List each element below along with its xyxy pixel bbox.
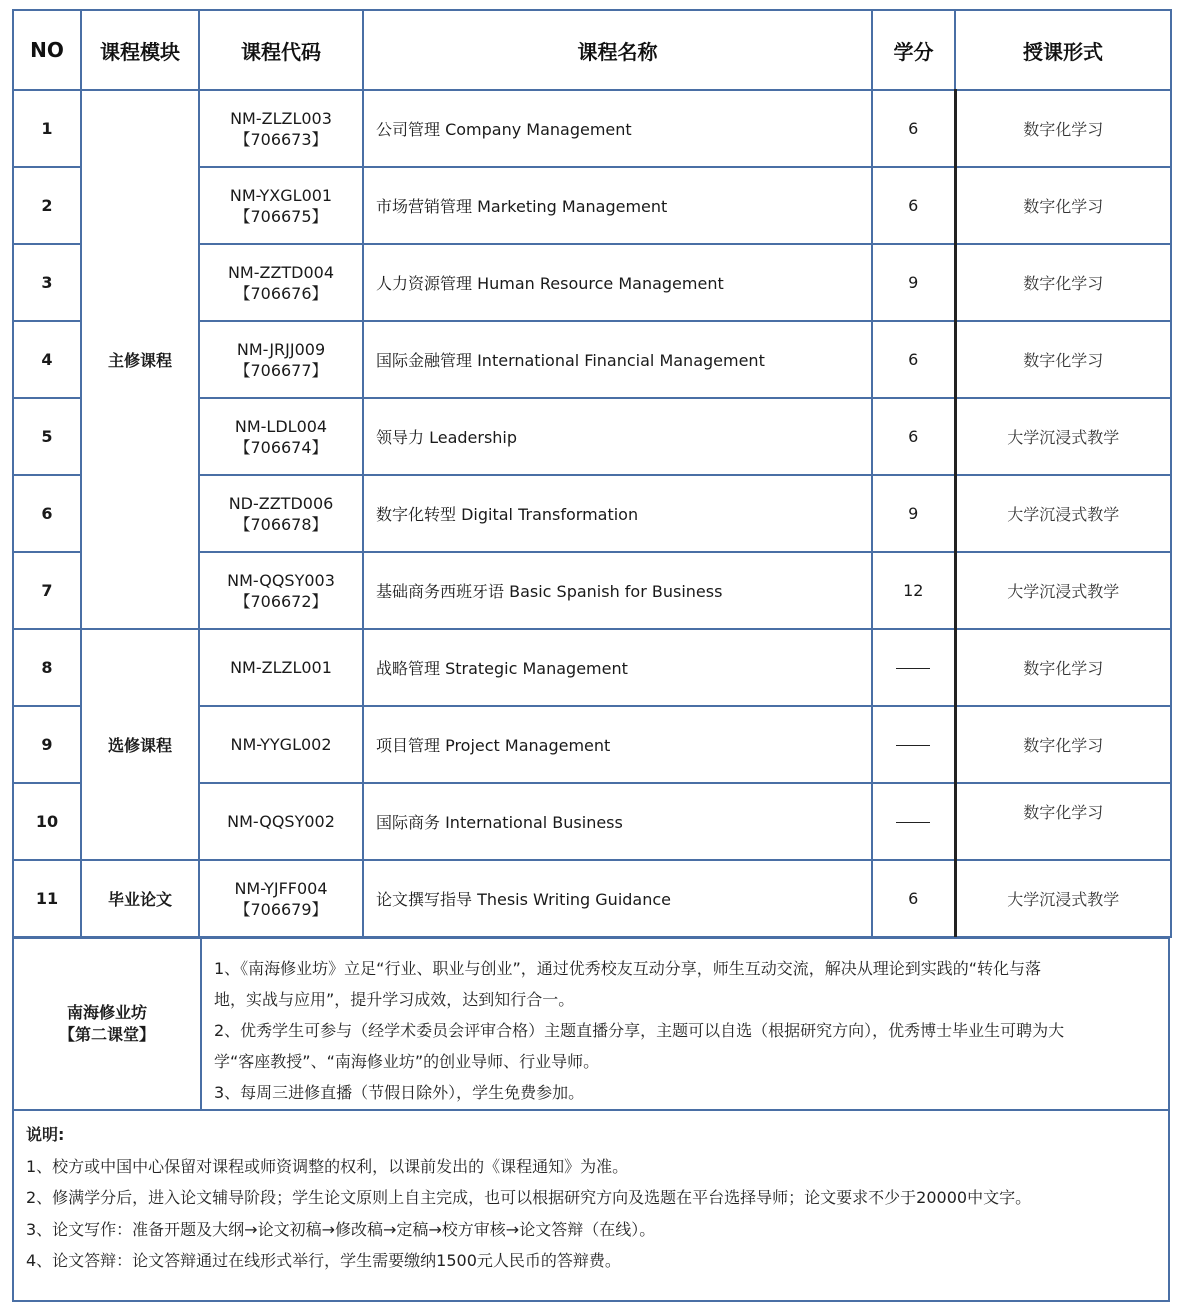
course-credit: 9	[872, 475, 955, 552]
module-thesis: 毕业论文	[81, 860, 199, 937]
course-code-main: ND-ZZTD006	[228, 493, 334, 513]
course-name: 论文撰写指导 Thesis Writing Guidance	[363, 860, 872, 937]
course-mode: 数字化学习	[955, 167, 1171, 244]
course-name: 市场营销管理 Marketing Management	[363, 167, 872, 244]
workshop-line: 2、优秀学生可参与（经学术委员会评审合格）主题直播分享，主题可以自选（根据研究方向），优秀博士毕业生可聘为大	[214, 1021, 1065, 1040]
course-name: 领导力 Leadership	[363, 398, 872, 475]
header-no: NO	[13, 10, 81, 90]
course-code	[199, 860, 363, 937]
course-code-id: 【706676】	[234, 283, 328, 303]
workshop-line: 1、《南海修业坊》立足“行业、职业与创业”，通过优秀校友互动分享，师生互动交流，解决从理论到实践的“转化与落	[214, 959, 1042, 978]
course-credit-empty	[872, 783, 955, 860]
course-name: 国际金融管理 International Financial Management	[363, 321, 872, 398]
module-major: 主修课程	[81, 90, 199, 629]
course-credit: 9	[872, 244, 955, 321]
course-name: 基础商务西班牙语 Basic Spanish for Business	[363, 552, 872, 629]
course-mode: 数字化学习	[955, 321, 1171, 398]
course-name: 项目管理 Project Management	[363, 706, 872, 783]
row-no: 9	[13, 706, 81, 783]
course-table	[12, 9, 1172, 938]
workshop-title: 南海修业坊	[66, 1003, 147, 1022]
course-code: NM-YYGL002	[199, 706, 363, 783]
course-code-main: NM-QQSY003	[227, 570, 335, 590]
course-name: 公司管理 Company Management	[363, 90, 872, 167]
note-item: 4、论文答辩：论文答辩通过在线形式举行，学生需要缴纳1500元人民币的答辩费。	[26, 1251, 621, 1270]
note-item: 2、修满学分后，进入论文辅导阶段；学生论文原则上自主完成，也可以根据研究方向及选题在平台选择导师；论文要求不少于20000中文字。	[26, 1188, 1032, 1207]
course-mode: 大学沉浸式教学	[955, 552, 1171, 629]
course-mode: 大学沉浸式教学	[955, 398, 1171, 475]
course-code-id: 【706674】	[234, 437, 328, 457]
header-module: 课程模块	[81, 10, 199, 90]
workshop-label	[14, 939, 202, 1109]
course-credit: 6	[872, 90, 955, 167]
table-row	[13, 629, 1171, 706]
course-code-id: 【706678】	[234, 514, 328, 534]
workshop-description	[202, 939, 1168, 1109]
course-name: 数字化转型 Digital Transformation	[363, 475, 872, 552]
notes-title: 说明:	[26, 1125, 65, 1144]
row-no: 2	[13, 167, 81, 244]
header-credit: 学分	[872, 10, 955, 90]
course-name: 国际商务 International Business	[363, 783, 872, 860]
header-mode: 授课形式	[955, 10, 1171, 90]
course-code-main: NM-ZZTD004	[227, 262, 335, 282]
table-row	[13, 90, 1171, 167]
notes-section	[12, 1111, 1170, 1302]
dash-mark	[896, 822, 930, 823]
course-code	[199, 552, 363, 629]
course-code-main: NM-ZLZL003	[230, 108, 332, 128]
course-name: 战略管理 Strategic Management	[363, 629, 872, 706]
course-mode: 数字化学习	[955, 783, 1171, 860]
header-name: 课程名称	[363, 10, 872, 90]
workshop-subtitle: 【第二课堂】	[58, 1025, 155, 1044]
row-no: 11	[13, 860, 81, 937]
dash-mark	[896, 668, 930, 669]
course-code-id: 【706679】	[234, 899, 328, 919]
row-no: 1	[13, 90, 81, 167]
course-credit-empty	[872, 706, 955, 783]
course-code: NM-QQSY002	[199, 783, 363, 860]
workshop-line: 学“客座教授”、“南海修业坊”的创业导师、行业导师。	[214, 1052, 600, 1071]
course-credit: 6	[872, 398, 955, 475]
row-no: 10	[13, 783, 81, 860]
workshop-line: 3、每周三进修直播（节假日除外），学生免费参加。	[214, 1083, 585, 1102]
row-no: 5	[13, 398, 81, 475]
row-no: 7	[13, 552, 81, 629]
note-item: 3、论文写作：准备开题及大纲→论文初稿→修改稿→定稿→校方审核→论文答辩（在线）。	[26, 1219, 656, 1239]
course-code	[199, 321, 363, 398]
course-credit: 6	[872, 167, 955, 244]
course-code-main: NM-YXGL001	[229, 185, 333, 205]
course-mode: 大学沉浸式教学	[955, 860, 1171, 937]
course-code	[199, 244, 363, 321]
course-code	[199, 90, 363, 167]
course-code-id: 【706672】	[234, 591, 328, 611]
course-mode: 数字化学习	[955, 629, 1171, 706]
table-header-row	[13, 10, 1171, 90]
course-credit: 6	[872, 860, 955, 937]
dash-mark	[896, 745, 930, 746]
row-no: 3	[13, 244, 81, 321]
course-code	[199, 167, 363, 244]
course-code-main: NM-LDL004	[234, 416, 328, 436]
course-code: NM-ZLZL001	[199, 629, 363, 706]
row-no: 6	[13, 475, 81, 552]
course-code-main: NM-JRJJ009	[236, 339, 326, 359]
course-mode: 数字化学习	[955, 90, 1171, 167]
course-code-main: NM-YJFF004	[234, 878, 328, 898]
course-credit-empty	[872, 629, 955, 706]
module-elective: 选修课程	[81, 629, 199, 860]
course-credit: 6	[872, 321, 955, 398]
course-mode: 数字化学习	[955, 706, 1171, 783]
workshop-line: 地，实战与应用”，提升学习成效，达到知行合一。	[214, 990, 575, 1009]
row-no: 8	[13, 629, 81, 706]
course-code-id: 【706675】	[234, 206, 328, 226]
course-name: 人力资源管理 Human Resource Management	[363, 244, 872, 321]
header-code: 课程代码	[199, 10, 363, 90]
row-no: 4	[13, 321, 81, 398]
course-code-id: 【706677】	[234, 360, 328, 380]
course-code	[199, 398, 363, 475]
course-code-id: 【706673】	[234, 129, 328, 149]
table-row	[13, 860, 1171, 937]
course-credit: 12	[872, 552, 955, 629]
course-code	[199, 475, 363, 552]
note-item: 1、校方或中国中心保留对课程或师资调整的权利，以课前发出的《课程通知》为准。	[26, 1156, 629, 1176]
workshop-section	[12, 937, 1170, 1111]
course-mode: 大学沉浸式教学	[955, 475, 1171, 552]
course-mode: 数字化学习	[955, 244, 1171, 321]
